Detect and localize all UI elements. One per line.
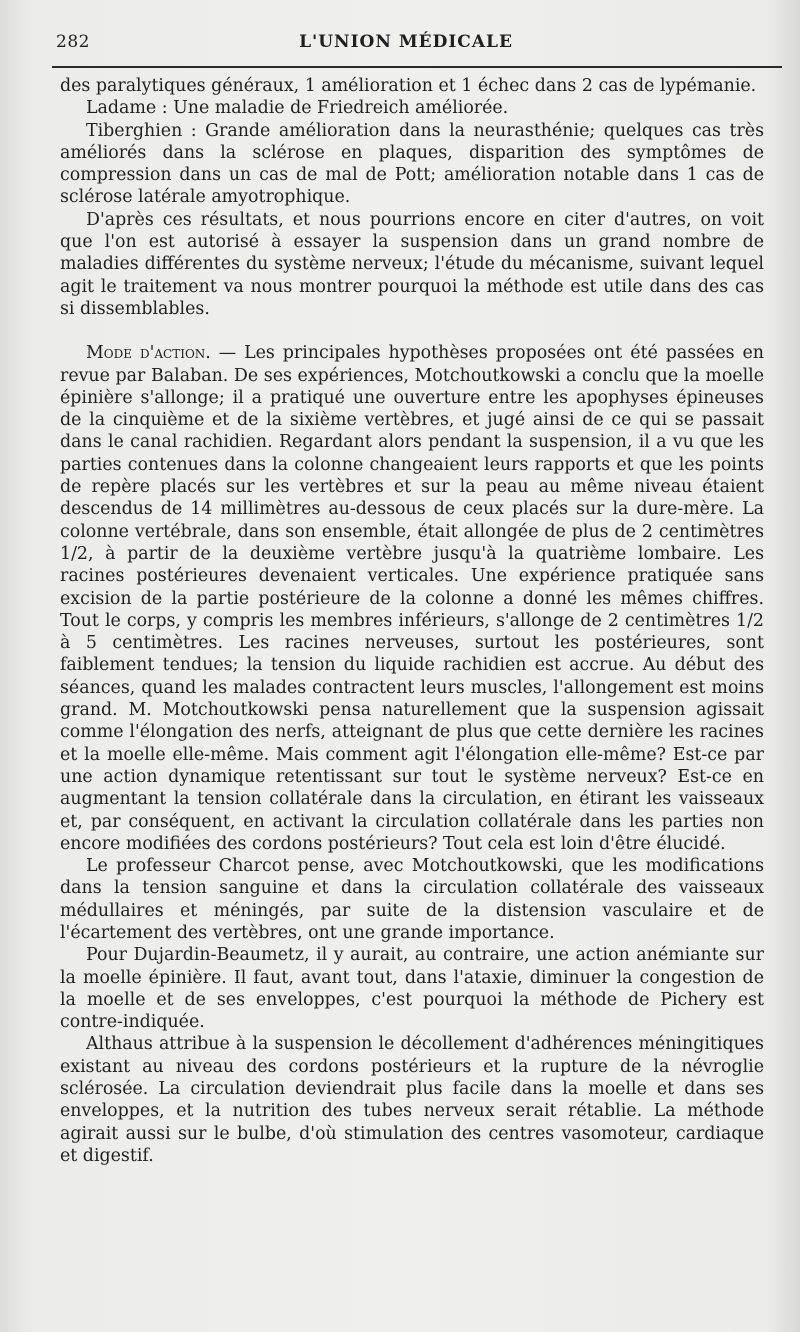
paragraph-text: Le professeur Charcot pense, avec Motchoutkowski, que les modifications dans la tension sanguine et dans la circulation collatérale des vaisseaux médullaires et méningés, par suite de la distension vasculaire et de l'écartement des vertèbres, ont une grande importance. [60, 856, 764, 943]
paragraph-text: Ladame : Une maladie de Friedreich améliorée. [86, 98, 509, 119]
paragraph [60, 97, 764, 119]
paragraph [60, 1033, 764, 1167]
paragraph [60, 120, 764, 209]
paragraph-text: Tiberghien : Grande amélioration dans la neurasthénie; quelques cas très améliorés dans la sclérose en plaques, disparition des symptômes de compression dans un cas de mal de Pott; amélioration notable dans 1 cas de sclérose latérale amyotrophique. [60, 120, 764, 208]
paragraph-mode-action [60, 342, 764, 855]
running-title: L'UNION MÉDICALE [299, 32, 513, 52]
page-header [56, 32, 756, 62]
paragraph [60, 855, 764, 944]
paragraph-text: Pour Dujardin-Beaumetz, il y aurait, au contraire, une action anémiante sur la moelle épinière. Il faut, avant tout, dans l'ataxie, diminuer la congestion de la moelle et de ses enveloppes, c'est pourquoi la méthode de Pichery est contre-indiquée. [60, 945, 764, 1033]
section-lead: Mode d'action. [86, 343, 211, 364]
paragraph-text: D'après ces résultats, et nous pourrions encore en citer d'autres, on voit que l'on est autorisé à essayer la suspension dans un grand nombre de maladies différentes du système nerveux; l'étude du mécanisme, suivant lequel agit le traitement va nous montrer pourquoi la méthode est utile dans des cas si dissemblables. [60, 209, 764, 319]
paragraph-text: — Les principales hypothèses proposées ont été passées en revue par Balaban. De ses expériences, Motchoutkowski a conclu que la moelle épinière s'allonge; il a pratiqué une ouverture entre les apophyses épineuses de la cinquième et de la sixième vertèbres, et jugé ainsi de ce qui se passait dans le canal rachidien. Regardant alors pendant la suspension, il a vu que les parties contenues dans la colonne changeaient leurs rapports et que les points de repère placés sur les vertèbres et sur la peau au même niveau étaient descendus de 14 millimètres au-dessous de ceux placés sur la dure-mère. La colonne vertébrale, dans son ensemble, était allongée de plus de 2 centimètres 1/2, à partir de la deuxième vertèbre jusqu'à la quatrième lombaire. Les racines postérieures devenaient verticales. Une expérience pratiquée sans excision de la partie postérieure de la colonne a donné les mêmes chiffres. Tout le corps, y compris les membres inférieurs, s'allonge de 2 centimètres 1/2 à 5 centimètres. Les racines nerveuses, surtout les postérieures, sont faiblement tendues; la tension du liquide rachidien est accrue. Au début des séances, quand les malades contractent leurs muscles, l'allongement est moins grand. M. Motchoutkowski pensa naturellement que la suspension agissait comme l'élongation des nerfs, atteignant de plus que cette dernière les racines et la moelle elle-même. Mais comment agit l'élongation elle-même? Est-ce par une action dynamique retentissant sur tout le système nerveux? Est-ce en augmentant la tension collatérale dans la circulation, en étirant les vaisseaux et, par conséquent, en activant la circulation collatérale dans les parties non encore modifiées des cordons postérieurs? Tout cela est loin d'être élucidé. [60, 343, 764, 854]
paragraph [60, 209, 764, 320]
paragraph-text: Althaus attribue à la suspension le décollement d'adhérences méningitiques existant au niveau des cordons postérieurs et la rupture de la névroglie sclérosée. La circulation deviendrait plus facile dans la moelle et dans ses enveloppes, et la nutrition des tubes nerveux serait rétablie. La méthode agirait aussi sur le bulbe, d'où stimulation des centres vasomoteur, cardiaque et digestif. [60, 1034, 764, 1166]
article-body [60, 75, 764, 1167]
paragraph [60, 944, 764, 1033]
header-rule [52, 66, 782, 68]
paragraph-text: des paralytiques généraux, 1 amélioration et 1 échec dans 2 cas de lypémanie. [60, 76, 757, 96]
paragraph [60, 75, 764, 97]
page-number: 282 [56, 32, 90, 52]
